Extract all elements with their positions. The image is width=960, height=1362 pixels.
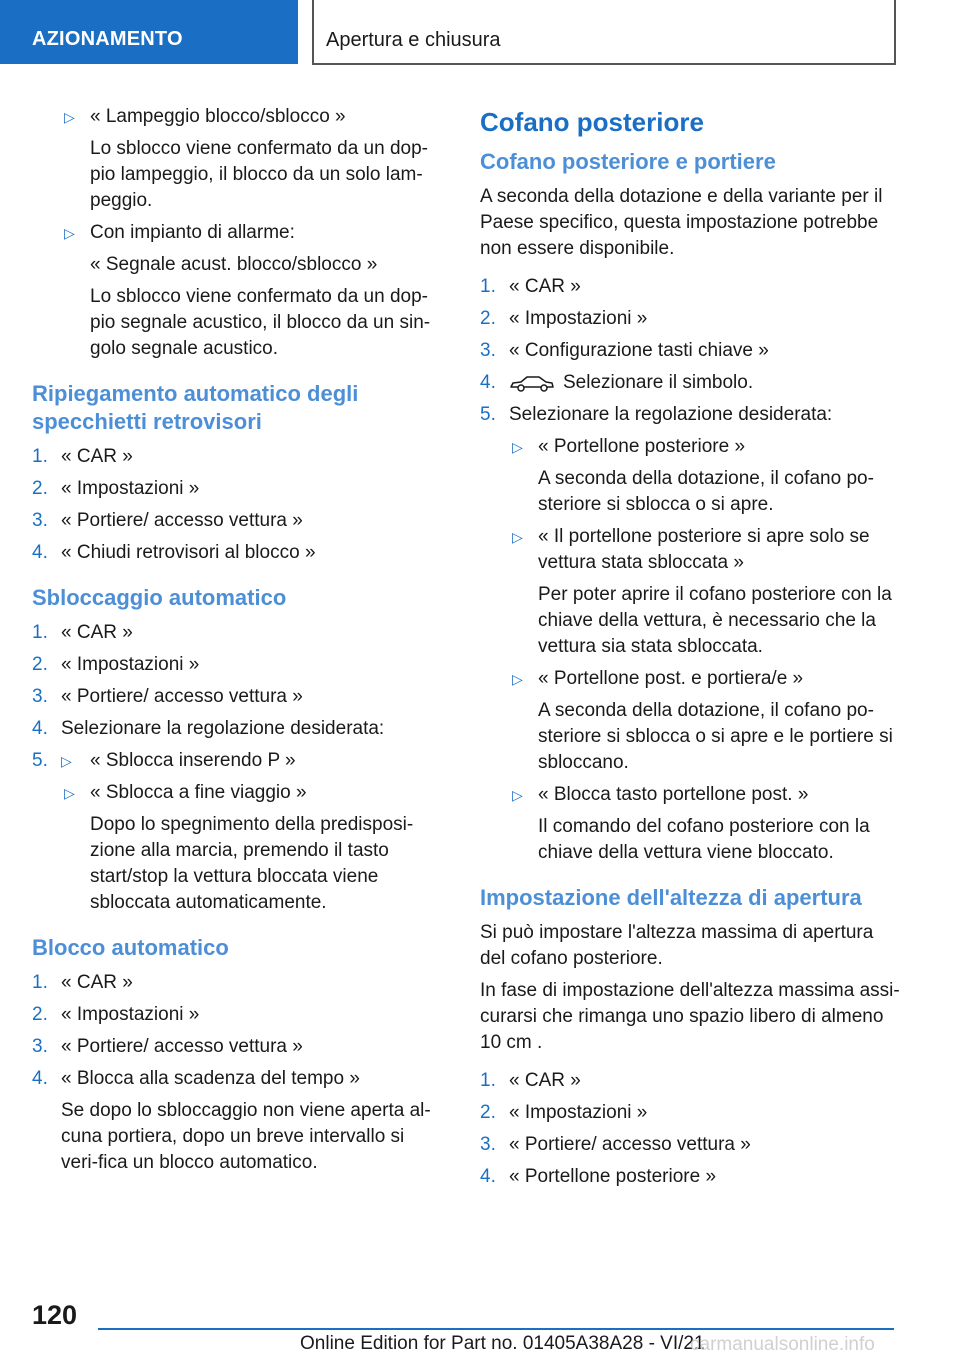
- step-item: 3. « Portiere/ accesso vettura »: [32, 686, 303, 707]
- step-item: 2. « Impostazioni »: [480, 1102, 648, 1123]
- paragraph: Se dopo lo sbloccaggio non viene aperta al-cuna portiera, dopo un breve intervallo si veri-fica un blocco automatico.: [61, 1100, 431, 1173]
- step-item: 2. « Impostazioni »: [480, 308, 648, 329]
- step-item: 1. « CAR »: [480, 1070, 581, 1091]
- triangle-bullet-icon: ▷: [64, 225, 75, 241]
- list-item: ▷ « Il portellone posteriore si apre solo se vettura stata sbloccata »: [512, 526, 870, 573]
- list-item: ▷ « Portellone posteriore »: [480, 434, 900, 460]
- paragraph: Il comando del cofano posteriore con la chiave della vettura viene bloccato.: [538, 816, 870, 863]
- step-item: 2. « Impostazioni »: [32, 478, 200, 499]
- triangle-bullet-icon: ▷: [512, 671, 523, 687]
- page-number: 120: [32, 1300, 78, 1330]
- step-item: 4. Selezionare la regolazione desiderata:: [32, 718, 385, 739]
- paragraph: Lo sblocco viene confermato da un dop-pio segnale acustico, il blocco da un sin-golo segnale acustico.: [90, 286, 431, 359]
- list-item: ▷ « Lampeggio blocco/sblocco »: [32, 104, 444, 130]
- footer-divider: [98, 1328, 894, 1330]
- paragraph: Lo sblocco viene confermato da un dop-pio lampeggio, il blocco da un solo lam-peggio.: [90, 138, 428, 211]
- step-item: 3. « Portiere/ accesso vettura »: [32, 510, 303, 531]
- page-section-title: Cofano posteriore: [480, 107, 704, 137]
- list-item: ▷ Con impianto di allarme:: [32, 220, 444, 246]
- step-item: 5. ▷ « Sblocca inserendo P »: [32, 748, 444, 774]
- paragraph: A seconda della dotazione e della variante per il Paese specifico, questa impostazione potrebbe non essere disponibile.: [480, 186, 883, 259]
- step-item: 4. « Blocca alla scadenza del tempo »: [32, 1068, 360, 1089]
- step-item: 1. « CAR »: [32, 446, 133, 467]
- step-item: 3. « Portiere/ accesso vettura »: [480, 1134, 751, 1155]
- section-tab: [0, 0, 298, 64]
- step-item: 2. « Impostazioni »: [32, 654, 200, 675]
- step-item: 1. « CAR »: [32, 972, 133, 993]
- paragraph: A seconda della dotazione, il cofano po-steriore si sblocca o si apre e le portiere si sbloccano.: [538, 700, 893, 773]
- section-title: AZIONAMENTO: [32, 28, 183, 50]
- triangle-bullet-icon: ▷: [61, 753, 72, 769]
- triangle-bullet-icon: ▷: [512, 529, 523, 545]
- chapter-title: Apertura e chiusura: [326, 29, 501, 51]
- paragraph: Per poter aprire il cofano posteriore con la chiave della vettura, è necessario che la vettura sia stata sbloccata.: [538, 584, 892, 657]
- step-item: 3. « Portiere/ accesso vettura »: [32, 1036, 303, 1057]
- step-item: 4. « Portellone posteriore »: [480, 1166, 717, 1187]
- watermark: carmanualsonline.info: [690, 1334, 875, 1355]
- step-item: 4. Selezionare il simbolo.: [480, 372, 754, 393]
- step-item: 5. Selezionare la regolazione desiderata:: [480, 404, 833, 425]
- list-item: ▷ « Portellone post. e portiera/e »: [480, 666, 900, 692]
- chapter-header: [312, 0, 896, 65]
- section-heading: Sbloccaggio automatico: [32, 585, 287, 610]
- section-heading: Ripiegamento automatico degli specchietti retrovisori: [32, 381, 359, 434]
- section-heading: Blocco automatico: [32, 935, 229, 960]
- left-column: [32, 104, 444, 1182]
- paragraph: Dopo lo spegnimento della predisposi-zione alla marcia, premendo il tasto start/stop la vettura bloccata viene sbloccata automaticamente.: [90, 814, 414, 913]
- step-item: 1. « CAR »: [32, 622, 133, 643]
- list-item: ▷ « Sblocca a fine viaggio »: [32, 780, 444, 806]
- triangle-bullet-icon: ▷: [512, 439, 523, 455]
- triangle-bullet-icon: ▷: [64, 785, 75, 801]
- triangle-bullet-icon: ▷: [64, 109, 75, 125]
- section-heading: Impostazione dell'altezza di apertura: [480, 885, 862, 910]
- section-heading: Cofano posteriore e portiere: [480, 149, 776, 174]
- car-symbol-icon: [509, 373, 555, 393]
- step-item: 3. « Configurazione tasti chiave »: [480, 340, 769, 361]
- paragraph: Si può impostare l'altezza massima di apertura del cofano posteriore.: [480, 922, 874, 969]
- list-item: ▷ « Blocca tasto portellone post. »: [480, 782, 900, 808]
- paragraph: In fase di impostazione dell'altezza massima assi-curarsi che rimanga uno spazio libero di almeno 10 cm .: [480, 980, 900, 1053]
- step-item: 2. « Impostazioni »: [32, 1004, 200, 1025]
- triangle-bullet-icon: ▷: [512, 787, 523, 803]
- paragraph: A seconda della dotazione, il cofano po-steriore si sblocca o si apre.: [538, 468, 874, 515]
- right-column: [480, 104, 900, 1196]
- step-item: 1. « CAR »: [480, 276, 581, 297]
- step-item: 4. « Chiudi retrovisori al blocco »: [32, 542, 316, 563]
- paragraph: « Segnale acust. blocco/sblocco »: [90, 254, 378, 275]
- edition-text: Online Edition for Part no. 01405A38A28 - VI/21: [300, 1333, 705, 1354]
